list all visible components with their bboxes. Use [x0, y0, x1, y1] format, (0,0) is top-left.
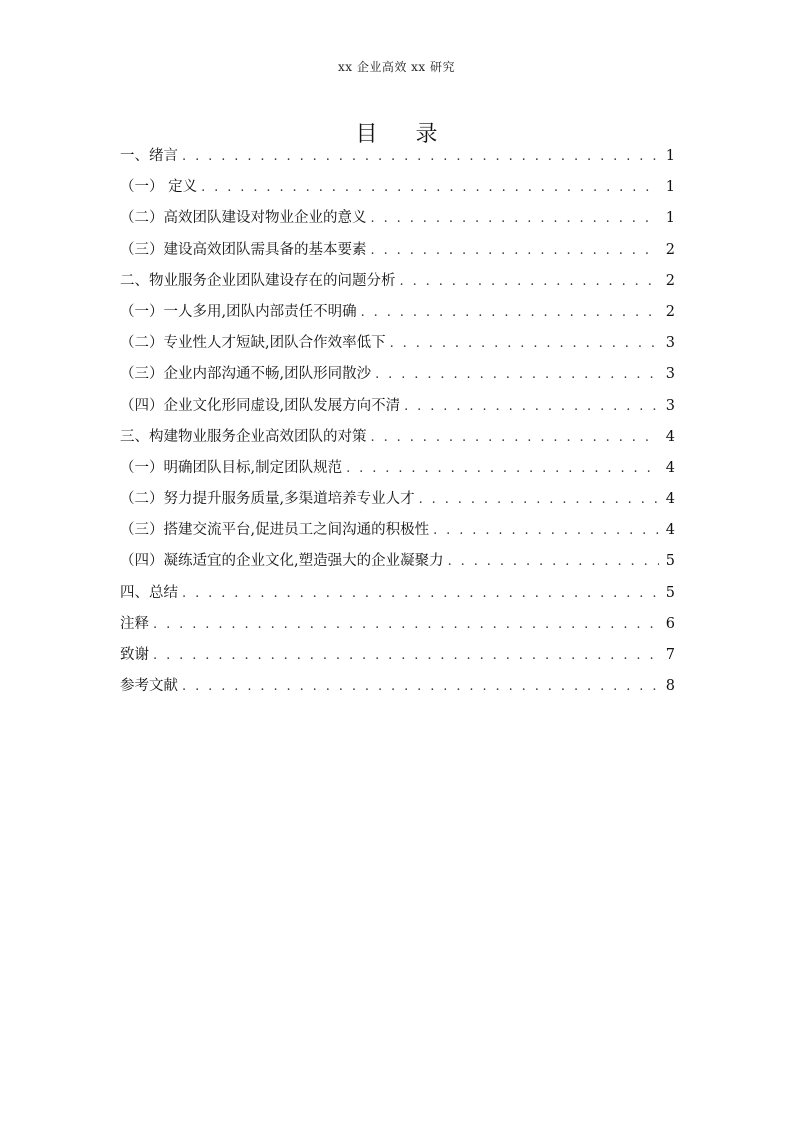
toc-entry[interactable] — [120, 141, 675, 172]
toc-entry-label: （二）专业性人才短缺,团队合作效率低下 — [120, 335, 386, 352]
toc-entry-label: （四）凝练适宜的企业文化,塑造强大的企业凝聚力 — [120, 553, 444, 570]
toc-entry-label: （一）一人多用,团队内部责任不明确 — [120, 303, 357, 320]
toc-dot-leader — [153, 609, 659, 640]
toc-entry[interactable] — [120, 359, 675, 390]
toc-entry-page: 5 — [665, 553, 675, 570]
toc-entry[interactable] — [120, 578, 675, 609]
toc-entry[interactable] — [120, 266, 675, 297]
toc-entry-label: （二）高效团队建设对物业企业的意义 — [120, 210, 367, 227]
toc-entry-page: 4 — [665, 491, 675, 508]
toc-entry-label: （二）努力提升服务质量,多渠道培养专业人才 — [120, 491, 415, 508]
toc-dot-leader — [153, 640, 659, 671]
toc-entry[interactable] — [120, 609, 675, 640]
toc-entry[interactable] — [120, 391, 675, 422]
toc-entry-page: 1 — [665, 148, 675, 164]
toc-entry-label: 注释 — [120, 615, 149, 632]
toc-entry-label: 一、绪言 — [120, 148, 178, 164]
toc-entry-page: 8 — [665, 678, 675, 695]
toc-dot-leader — [419, 484, 659, 515]
toc-entry-label: （三）搭建交流平台,促进员工之间沟通的积极性 — [120, 522, 430, 539]
toc-dot-leader — [182, 141, 659, 172]
toc-dot-leader — [448, 546, 659, 577]
toc-entry-label: 参考文献 — [120, 678, 178, 695]
toc-dot-leader — [182, 578, 659, 609]
toc-dot-leader — [375, 359, 659, 390]
toc-entry-page: 3 — [665, 366, 675, 383]
toc-entry[interactable] — [120, 422, 675, 453]
toc-dot-leader — [404, 391, 659, 422]
toc-dot-leader — [371, 235, 660, 266]
toc-title: 目录 — [355, 121, 476, 147]
toc-entry-page: 4 — [665, 522, 675, 539]
running-header: xx 企业高效 xx 研究 — [337, 60, 455, 74]
toc-entry-label: 四、总结 — [120, 584, 178, 601]
toc-dot-leader — [371, 422, 660, 453]
toc-dot-leader — [400, 266, 660, 297]
toc-entry-page: 7 — [665, 647, 675, 663]
toc-entry-label: （一） 定义 — [120, 179, 198, 196]
toc-entry[interactable] — [120, 640, 675, 671]
toc-entry-label: 三、构建物业服务企业高效团队的对策 — [120, 428, 367, 445]
toc-entry[interactable] — [120, 484, 675, 515]
toc-entry[interactable] — [120, 328, 675, 359]
toc-entry-label: 二、物业服务企业团队建设存在的问题分析 — [120, 272, 396, 289]
toc-entry-label: （三）建设高效团队需具备的基本要素 — [120, 241, 367, 258]
toc-dot-leader — [346, 453, 659, 484]
toc-entry-page: 1 — [665, 179, 675, 196]
toc-dot-leader — [390, 328, 659, 359]
toc-entry[interactable] — [120, 172, 675, 203]
toc-entry-page: 5 — [665, 584, 675, 601]
toc-entry[interactable] — [120, 453, 675, 484]
toc-dot-leader — [201, 172, 659, 203]
toc-entry[interactable] — [120, 297, 675, 328]
toc-entry[interactable] — [120, 235, 675, 266]
toc-dot-leader — [433, 515, 659, 546]
toc-entry[interactable] — [120, 515, 675, 546]
toc-dot-leader — [361, 297, 659, 328]
toc-entry[interactable] — [120, 671, 675, 702]
toc-entry-page: 6 — [665, 615, 675, 632]
toc-entry-page: 3 — [665, 397, 675, 414]
toc-entry-page: 3 — [665, 335, 675, 352]
toc-entry[interactable] — [120, 546, 675, 577]
toc-entry-label: （三）企业内部沟通不畅,团队形同散沙 — [120, 366, 372, 383]
toc-entry-label: 致谢 — [120, 647, 149, 663]
toc-entry-page: 1 — [665, 210, 675, 227]
toc-dot-leader — [182, 671, 659, 702]
toc-entry-page: 2 — [665, 272, 675, 289]
toc-entry[interactable] — [120, 203, 675, 234]
toc-entry-page: 2 — [665, 241, 675, 258]
toc-entry-label: （一）明确团队目标,制定团队规范 — [120, 459, 343, 476]
toc-list — [120, 141, 675, 702]
toc-entry-page: 2 — [665, 303, 675, 320]
toc-dot-leader — [371, 203, 660, 234]
toc-entry-page: 4 — [665, 428, 675, 445]
toc-entry-page: 4 — [665, 459, 675, 476]
toc-entry-label: （四）企业文化形同虚设,团队发展方向不清 — [120, 397, 401, 414]
